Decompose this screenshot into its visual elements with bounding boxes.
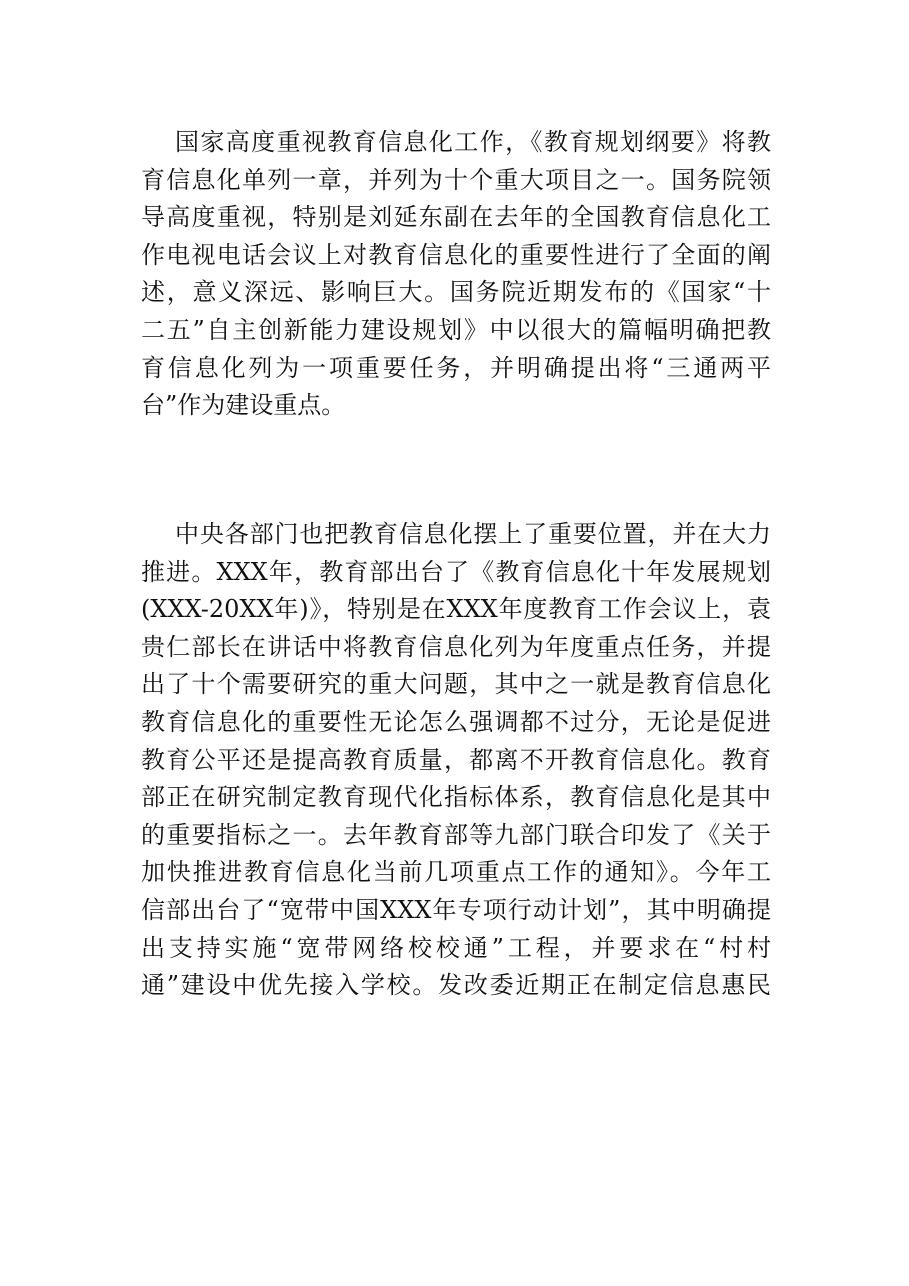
paragraph-line: 导高度重视，特别是刘延东副在去年的全国教育信息化工 [141, 203, 771, 232]
paragraph-line: 二五”自主创新能力建设规划》中以很大的篇幅明确把教 [141, 315, 771, 344]
paragraph-line: 贵仁部长在讲话中将教育信息化列为年度重点任务，并提 [141, 632, 771, 661]
paragraph-line: 国家高度重视教育信息化工作，《教育规划纲要》将教 [175, 128, 771, 156]
paragraph-line: (XXX-20XX年)》，特别是在XXX年度教育工作会议上，袁 [141, 595, 771, 624]
paragraph-line: 台”作为建设重点。 [141, 391, 346, 420]
paragraph-line: 出支持实施“宽带网络校校通”工程，并要求在“村村 [141, 933, 771, 962]
paragraph-2 [141, 516, 771, 1005]
paragraph-line: 部正在研究制定教育现代化指标体系，教育信息化是其中 [141, 783, 771, 812]
paragraph-line: 教育信息化的重要性无论怎么强调都不过分，无论是促进 [141, 707, 771, 736]
paragraph-line: 育信息化列为一项重要任务，并明确提出将“三通两平 [141, 353, 771, 382]
paragraph-line: 推进。XXX年，教育部出台了《教育信息化十年发展规划 [141, 557, 771, 586]
paragraph-line: 加快推进教育信息化当前几项重点工作的通知》。今年工 [141, 858, 771, 887]
paragraph-line: 育信息化单列一章，并列为十个重大项目之一。国务院领 [141, 165, 771, 194]
paragraph-1 [141, 124, 771, 425]
paragraph-line: 信部出台了“宽带中国XXX年专项行动计划”，其中明确提 [141, 895, 771, 924]
paragraph-line: 述，意义深远、影响巨大。国务院近期发布的《国家“十 [141, 278, 771, 307]
paragraph-line: 的重要指标之一。去年教育部等九部门联合印发了《关于 [141, 820, 771, 849]
paragraph-line: 作电视电话会议上对教育信息化的重要性进行了全面的阐 [141, 240, 771, 269]
paragraph-line: 通”建设中优先接入学校。发改委近期正在制定信息惠民 [141, 971, 771, 1000]
paragraph-line: 中央各部门也把教育信息化摆上了重要位置，并在大力 [175, 520, 771, 548]
paragraph-line: 教育公平还是提高教育质量，都离不开教育信息化。教育 [141, 745, 771, 774]
paragraph-line: 出了十个需要研究的重大问题，其中之一就是教育信息化 [141, 670, 771, 699]
